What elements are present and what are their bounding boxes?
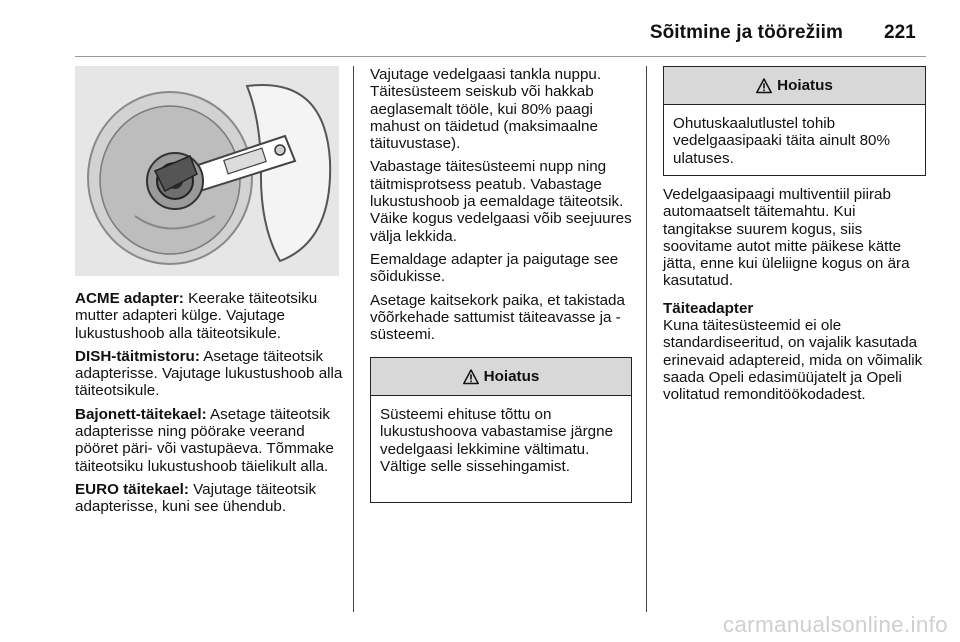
paragraph: Asetage kaitsekork paika, et takistada võõrkehade sattumist täiteavasse ja -süsteemi. — [370, 291, 625, 344]
warning-triangle-icon — [463, 369, 479, 385]
fuel-filler-flap-image — [75, 66, 339, 276]
instruction-dish — [75, 348, 347, 400]
term-text: Asetage täiteotsik adapterisse. Vajutage lukustushoob alla täiteotsikule. — [75, 347, 343, 400]
warning-text: Ohutuskaalutlustel tohib vedelgaasipaaki täita ainult 80% ulatuses. — [673, 115, 890, 167]
term-text: Asetage täiteotsik adapterisse ning pöörake veerand pööret päri- või vastupäeva. Tõmmake täiteotsiku lukustushoob täielikult alla. — [75, 405, 334, 475]
page-number: 221 — [884, 22, 916, 43]
term-label: ACME adapter: — [75, 290, 184, 307]
warning-title: Hoiatus — [777, 77, 833, 94]
term-label: EURO täitekael: — [75, 480, 189, 498]
warning-triangle-icon — [756, 78, 772, 94]
warning-box — [663, 66, 926, 176]
column-divider — [353, 66, 354, 612]
column-divider — [646, 66, 647, 612]
term-text: Vajutage täiteotsik adapterisse, kuni see ühendub. — [75, 480, 317, 516]
warning-header — [371, 358, 631, 396]
term-label: Bajonett-täitekael: — [75, 405, 207, 423]
page-header — [0, 0, 960, 60]
warning-title: Hoiatus — [483, 368, 540, 385]
instruction-acme — [75, 290, 347, 342]
paragraph: Vajutage vedelgaasi tankla nuppu. Täitesüsteem seiskub või hakkab aeglasemalt tööle, kui 80% paagi mahust on täidetud (maksimaalne täituvustase). — [370, 66, 602, 153]
header-divider — [75, 56, 926, 57]
instruction-bayonet — [75, 406, 347, 475]
warning-box — [370, 357, 632, 503]
fuel-filler-illustration — [75, 66, 339, 276]
term-text: Keerake täiteotsiku mutter adapteri külge. Vajutage lukustushoob alla täiteotsikule. — [75, 290, 318, 342]
column-middle — [370, 66, 635, 349]
page-title: Sõitmine ja töörežiim — [649, 22, 843, 43]
column-left — [75, 290, 347, 522]
paragraph: Eemaldage adapter ja paigutage see sõidukisse. — [370, 250, 619, 286]
instruction-euro — [75, 481, 347, 516]
paragraph: Kuna täitesüsteemid ei ole standardiseeritud, on vajalik kasutada erinevaid adaptereid, mida on võimalik saada Opeli edasimüüjatelt ja Opeli volitatud remonditöökodadest. — [663, 317, 923, 404]
column-right — [663, 186, 928, 410]
paragraph: Vabastage täitesüsteemi nupp ning täitmisprotsess peatub. Vabastage lukustushoob ja eemaldage täiteotsik. Väike kogus vedelgaasi võib seejuures välja lekkida. — [370, 158, 632, 245]
term-label: DISH-täitmistoru: — [75, 347, 200, 365]
warning-text: Süsteemi ehituse tõttu on lukustushoova vabastamise järgne vedelgaasi lekkimine vältimatu. Vältige selle sissehingamist. — [380, 406, 614, 475]
paragraph: Vedelgaasipaagi multiventiil piirab automaatselt täitemahtu. Kui tangitakse suurem kogus, siis soovitame autot mitte päikese kätte jätta, enne kui üleliigne kogus on ära kasutatud. — [663, 186, 910, 290]
watermark: carmanualsonline.info — [722, 612, 948, 637]
warning-header — [664, 67, 925, 105]
section-subheading: Täiteadapter — [663, 299, 754, 317]
